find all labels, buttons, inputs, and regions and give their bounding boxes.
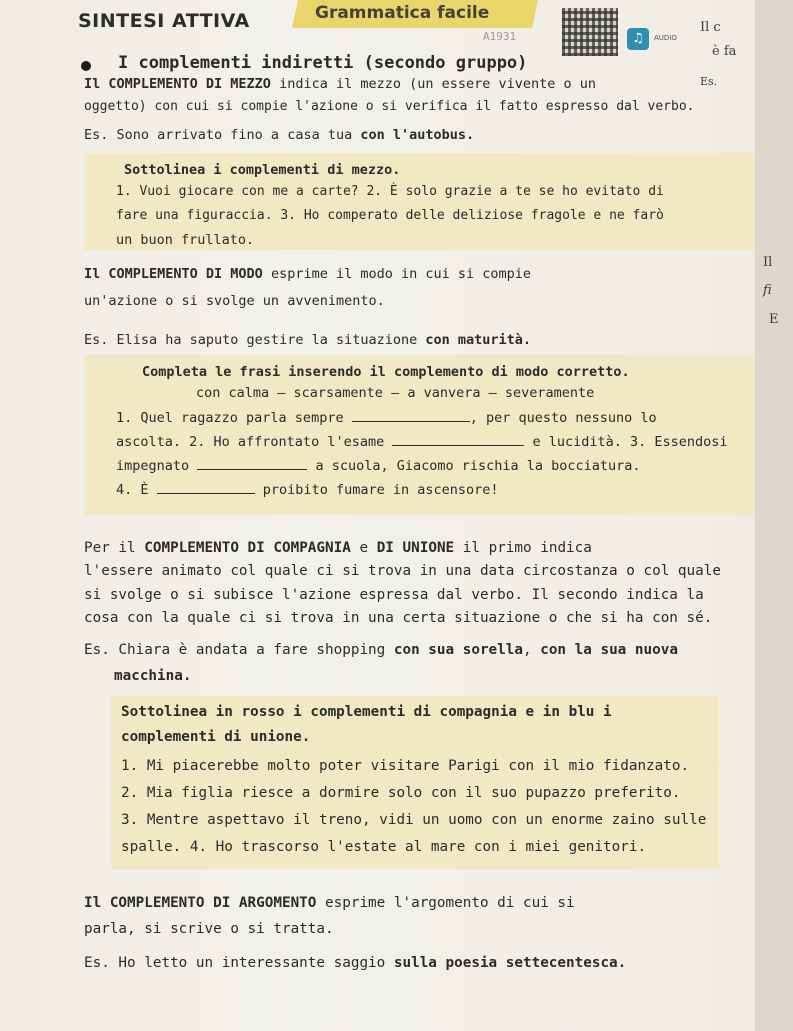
qr-code-icon[interactable] [562, 8, 618, 56]
mezzo-definition-line-2: oggetto) con cui si compie l'azione o si verifica il fatto espresso dal verbo. [84, 99, 695, 114]
compagnia-definition-line-3: si svolge o si subisce l'azione espressa dal verbo. Il secondo indica la [84, 587, 704, 603]
mezzo-example-highlight: con l'autobus. [360, 127, 475, 143]
compagnia-definition-line-2: l'essere animato col quale ci si trova in una data circostanza o col quale [84, 563, 721, 579]
right-fragment-3: Es. [700, 75, 718, 88]
compagnia-definition-line-1: Per il COMPLEMENTO DI COMPAGNIA e DI UNIONE il primo indica [84, 540, 592, 556]
compagnia-definition-line-4: cosa con la quale ci si trova in una certa situazione o che si ha con sé. [84, 610, 713, 626]
audio-label: AUDIO [654, 34, 677, 42]
sidebar-fragment-1: Il [763, 255, 773, 270]
compagnia-exercise-instruction-1: Sottolinea in rosso i complementi di compagnia e in blu i [121, 704, 612, 720]
modo-blank-3[interactable] [197, 457, 307, 470]
header-label: SINTESI ATTIVA [78, 10, 250, 32]
sidebar-fragment-2: fi [763, 283, 772, 298]
bullet-dot-icon [81, 61, 91, 71]
modo-exercise-instruction: Completa le frasi inserendo il complemento di modo corretto. [142, 364, 630, 380]
compagnia-exercise-line-3: 3. Mentre aspettavo il treno, vidi un uomo con un enorme zaino sulle [121, 812, 707, 828]
mezzo-exercise-box [84, 153, 756, 250]
modo-exercise-line-2: ascolta. 2. Ho affrontato l'esame e lucidità. 3. Essendosi [116, 434, 728, 450]
argomento-example: Es. Ho letto un interessante saggio sulla poesia settecentesca. [84, 955, 627, 971]
compagnia-exercise-line-4: spalle. 4. Ho trascorso l'estate al mare con i miei genitori. [121, 839, 647, 855]
modo-blank-4[interactable] [157, 481, 255, 494]
modo-term: Il COMPLEMENTO DI MODO [84, 266, 263, 282]
compagnia-example-highlight: con sua sorella [393, 642, 523, 658]
next-page-edge [755, 0, 793, 1031]
mezzo-exercise-instruction: Sottolinea i complementi di mezzo. [124, 162, 401, 178]
modo-definition-line-1: Il COMPLEMENTO DI MODO esprime il modo in cui si compie [84, 266, 532, 282]
compagnia-exercise-instruction-2: complementi di unione. [121, 729, 311, 745]
header-subject: Grammatica facile [315, 3, 490, 23]
compagnia-term: COMPLEMENTO DI COMPAGNIA [144, 540, 351, 556]
modo-blank-1[interactable] [352, 409, 470, 422]
modo-blank-2[interactable] [392, 433, 524, 446]
modo-exercise-line-3: impegnato a scuola, Giacomo rischia la bocciatura. [116, 458, 641, 474]
page-code: A1931 [483, 30, 517, 43]
compagnia-example-line-1: Es. Chiara è andata a fare shopping con sua sorella, con la sua nuova [84, 642, 678, 658]
compagnia-example-line-2: macchina. [114, 668, 192, 684]
modo-definition-line-2: un'azione o si svolge un avvenimento. [84, 293, 385, 309]
argomento-example-highlight: sulla poesia settecentesca. [393, 955, 627, 971]
argomento-definition-line-2: parla, si scrive o si tratta. [84, 921, 334, 937]
unione-example-highlight: con la sua nuova [540, 642, 678, 658]
mezzo-definition-line-1: Il COMPLEMENTO DI MEZZO indica il mezzo (un essere vivente o un [84, 76, 597, 92]
compagnia-exercise-line-2: 2. Mia figlia riesce a dormire solo con il suo pupazzo preferito. [121, 785, 681, 801]
mezzo-term: Il COMPLEMENTO DI MEZZO [84, 76, 271, 92]
mezzo-exercise-line-3: un buon frullato. [116, 232, 255, 248]
modo-exercise-box [84, 355, 756, 515]
compagnia-exercise-box [111, 696, 719, 869]
mezzo-example: Es. Sono arrivato fino a casa tua con l'autobus. [84, 127, 475, 143]
modo-exercise-options: con calma – scarsamente – a vanvera – severamente [196, 385, 595, 401]
mezzo-exercise-line-2: fare una figuraccia. 3. Ho comperato delle deliziose fragole e ne farò [116, 208, 664, 223]
modo-example: Es. Elisa ha saputo gestire la situazione con maturità. [84, 332, 532, 348]
argomento-definition-line-1: Il COMPLEMENTO DI ARGOMENTO esprime l'argomento di cui si [84, 895, 575, 911]
mezzo-exercise-line-1: 1. Vuoi giocare con me a carte? 2. È solo grazie a te se ho evitato di [116, 184, 664, 199]
right-fragment-1: Il c [700, 20, 721, 35]
modo-exercise-line-4: 4. È proibito fumare in ascensore! [116, 482, 499, 498]
compagnia-exercise-line-1: 1. Mi piacerebbe molto poter visitare Parigi con il mio fidanzato. [121, 758, 690, 774]
right-fragment-2: è fa [712, 44, 737, 59]
modo-exercise-line-1: 1. Quel ragazzo parla sempre , per questo nessuno lo [116, 410, 657, 426]
audio-icon[interactable]: ♫ [627, 28, 649, 50]
section-title: I complementi indiretti (secondo gruppo) [118, 53, 528, 73]
argomento-term: Il COMPLEMENTO DI ARGOMENTO [84, 895, 317, 911]
sidebar-fragment-3: E [769, 312, 779, 327]
modo-example-highlight: con maturità. [425, 332, 532, 348]
unione-term: DI UNIONE [376, 540, 455, 556]
